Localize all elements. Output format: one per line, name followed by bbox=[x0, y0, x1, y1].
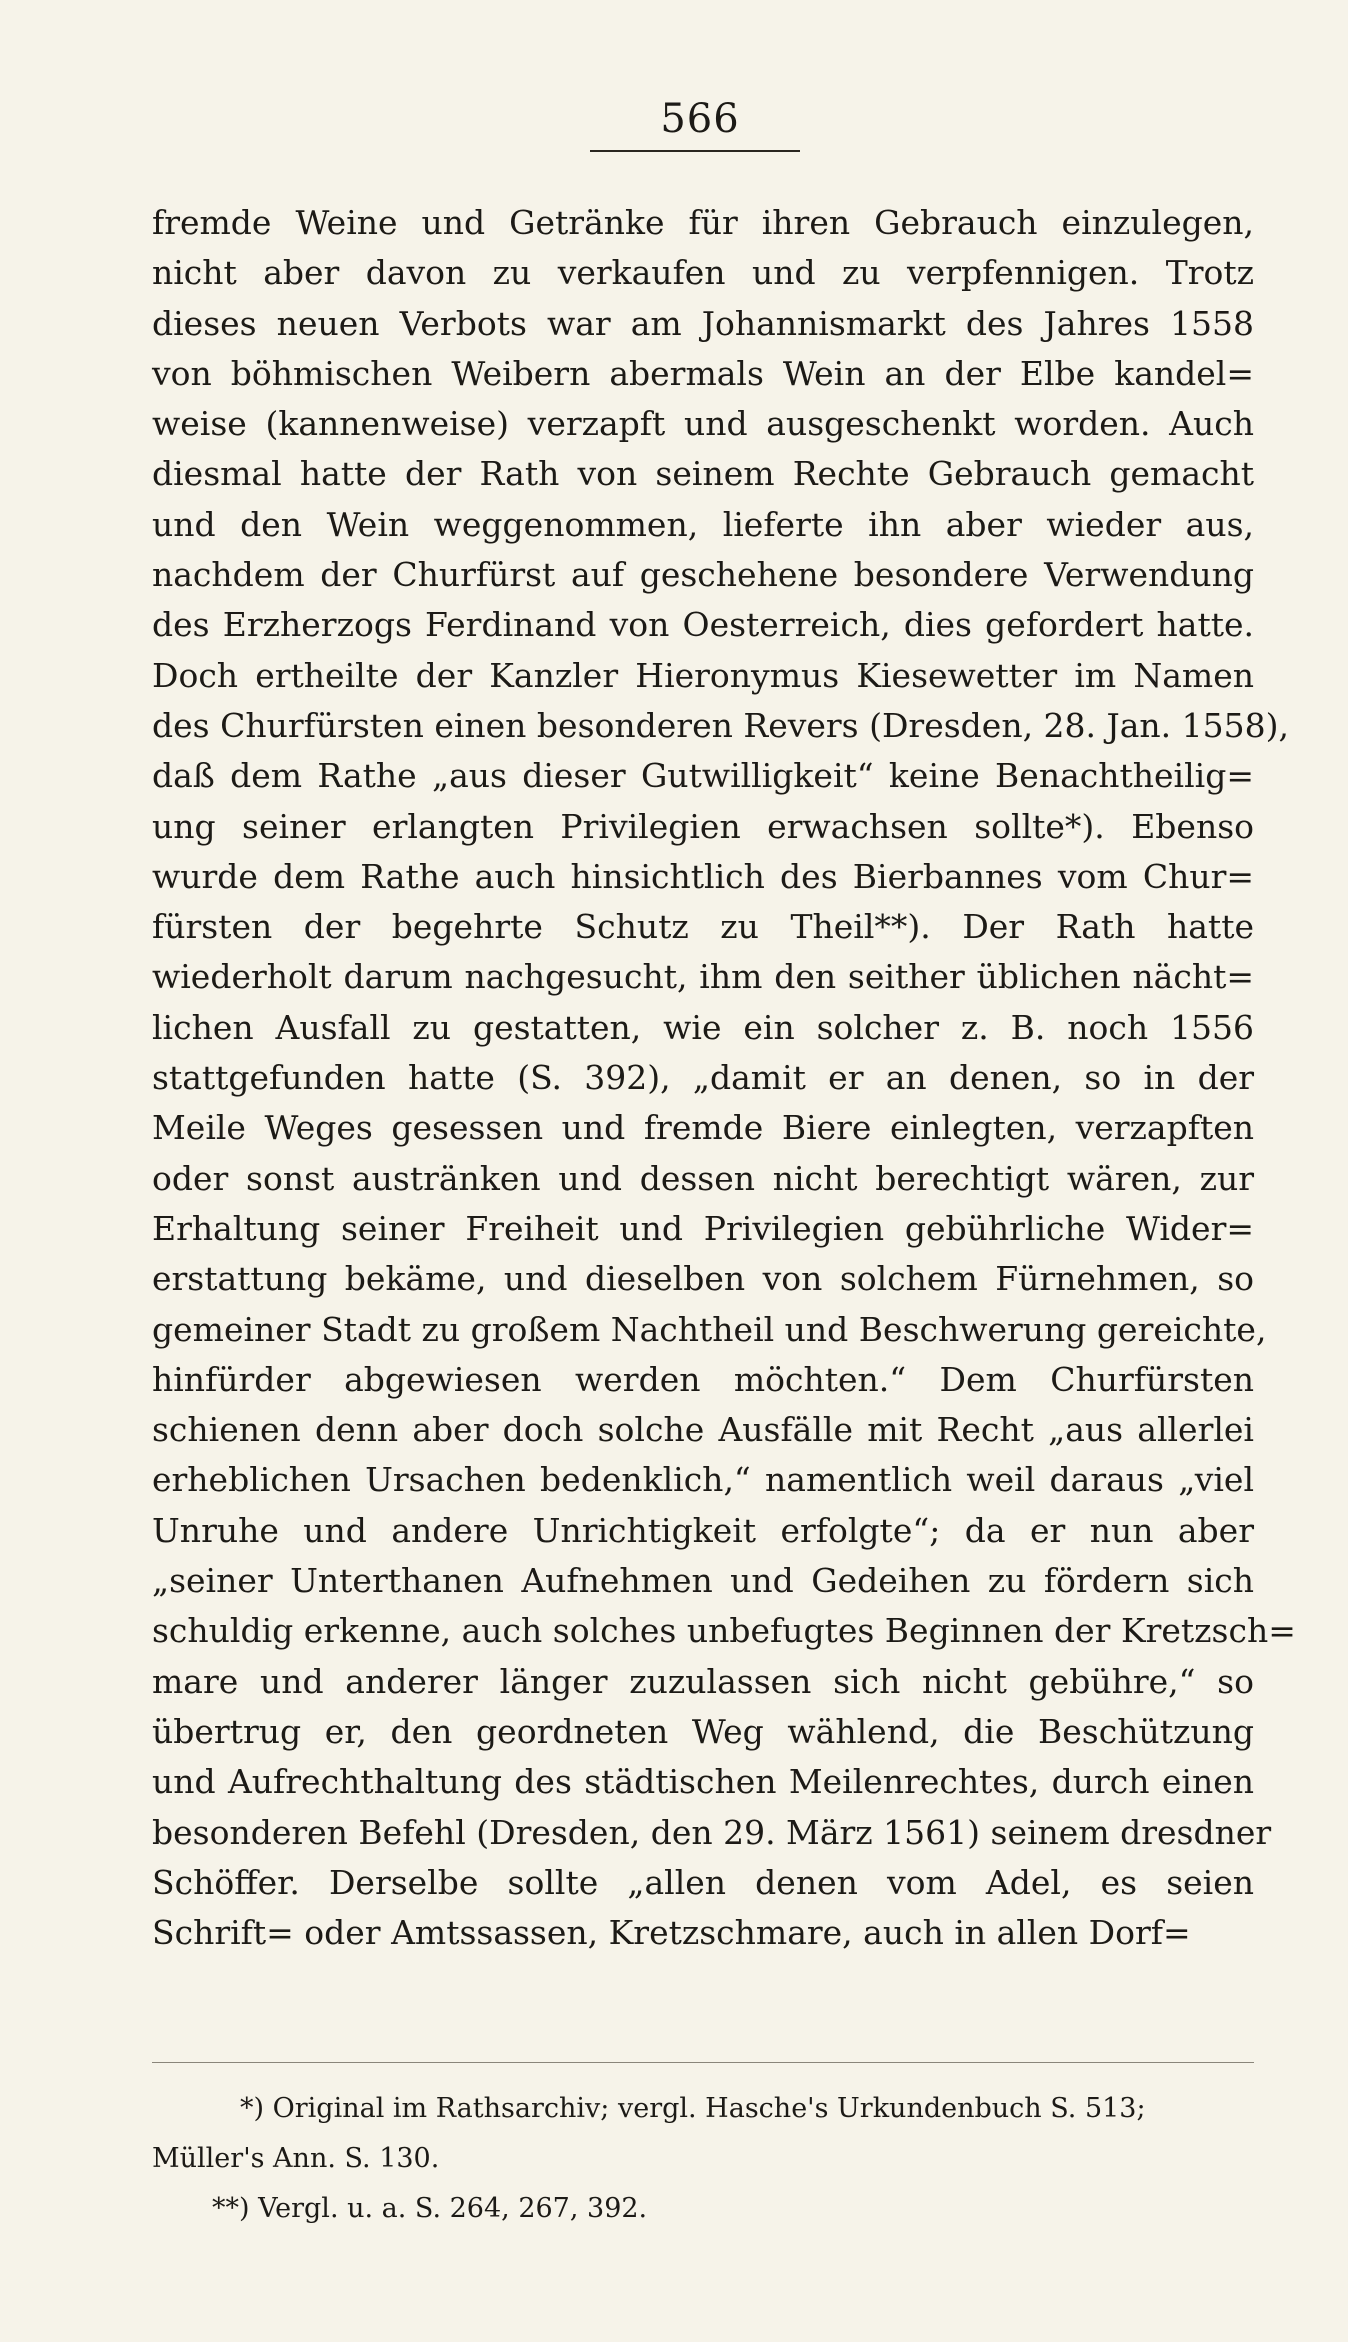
text-line: „seiner Unterthanen Aufnehmen und Gedeihen zu fördern sich bbox=[152, 1561, 1254, 1601]
footnote-1: *) Original im Rathsarchiv; vergl. Hasche's Urkundenbuch S. 513; bbox=[240, 2093, 1146, 2124]
header-rule bbox=[590, 150, 800, 152]
text-line: und Aufrechthaltung des städtischen Meilenrechtes, durch einen bbox=[152, 1762, 1254, 1802]
text-line: ung seiner erlangten Privilegien erwachsen sollte*). Ebenso bbox=[152, 806, 1254, 846]
footnote-1-continuation: Müller's Ann. S. 130. bbox=[152, 2143, 440, 2174]
text-line: des Erzherzogs Ferdinand von Oesterreich, dies gefordert hatte. bbox=[152, 605, 1254, 645]
text-line: Unruhe und andere Unrichtigkeit erfolgte“; da er nun aber bbox=[152, 1510, 1254, 1550]
text-line: fürsten der begehrte Schutz zu Theil**). Der Rath hatte bbox=[152, 907, 1254, 947]
text-line: nachdem der Churfürst auf geschehene besondere Verwendung bbox=[152, 555, 1254, 595]
text-line: stattgefunden hatte (S. 392), „damit er an denen, so in der bbox=[152, 1058, 1254, 1098]
body-text bbox=[152, 198, 1296, 1958]
text-line: nicht aber davon zu verkaufen und zu verpfennigen. Trotz bbox=[152, 253, 1254, 293]
text-line: wiederholt darum nachgesucht, ihm den seither üblichen nächt= bbox=[152, 957, 1254, 997]
text-line: mare und anderer länger zuzulassen sich nicht gebühre,“ so bbox=[152, 1661, 1254, 1701]
text-line: erstattung bekäme, und dieselben von solchem Fürnehmen, so bbox=[152, 1259, 1254, 1299]
footnotes bbox=[152, 2084, 1254, 2234]
text-line: Doch ertheilte der Kanzler Hieronymus Kiesewetter im Namen bbox=[152, 655, 1254, 695]
footnote-rule bbox=[152, 2062, 1254, 2063]
text-line: hinfürder abgewiesen werden möchten.“ Dem Churfürsten bbox=[152, 1359, 1254, 1399]
text-line: daß dem Rathe „aus dieser Gutwilligkeit“ keine Benachtheilig= bbox=[152, 756, 1254, 796]
text-line: besonderen Befehl (Dresden, den 29. März 1561) seinem dresdner bbox=[152, 1812, 1272, 1852]
page-number: 566 bbox=[660, 96, 740, 142]
text-line: und den Wein weggenommen, lieferte ihn aber wieder aus, bbox=[152, 504, 1254, 544]
text-line: von böhmischen Weibern abermals Wein an der Elbe kandel= bbox=[152, 353, 1254, 393]
text-line: oder sonst austränken und dessen nicht berechtigt wären, zur bbox=[152, 1158, 1254, 1198]
text-line: dieses neuen Verbots war am Johannismarkt des Jahres 1558 bbox=[152, 303, 1254, 343]
text-line: schuldig erkenne, auch solches unbefugtes Beginnen der Kretzsch= bbox=[152, 1611, 1296, 1651]
text-line: fremde Weine und Getränke für ihren Gebrauch einzulegen, bbox=[152, 203, 1254, 242]
text-line: wurde dem Rathe auch hinsichtlich des Bierbannes vom Chur= bbox=[152, 856, 1254, 896]
text-line: Schrift= oder Amtssassen, Kretzschmare, auch in allen Dorf= bbox=[152, 1913, 1191, 1953]
text-line: schienen denn aber doch solche Ausfälle mit Recht „aus allerlei bbox=[152, 1410, 1254, 1450]
text-line: Meile Weges gesessen und fremde Biere einlegten, verzapften bbox=[152, 1108, 1254, 1148]
text-line: weise (kannenweise) verzapft und ausgeschenkt worden. Auch bbox=[152, 404, 1254, 444]
text-line: übertrug er, den geordneten Weg wählend, die Beschützung bbox=[152, 1711, 1254, 1751]
text-line: Schöffer. Derselbe sollte „allen denen vom Adel, es seien bbox=[152, 1862, 1254, 1902]
text-line: lichen Ausfall zu gestatten, wie ein solcher z. B. noch 1556 bbox=[152, 1007, 1254, 1047]
text-line: gemeiner Stadt zu großem Nachtheil und Beschwerung gereichte, bbox=[152, 1309, 1267, 1349]
text-line: diesmal hatte der Rath von seinem Rechte Gebrauch gemacht bbox=[152, 454, 1254, 494]
footnote-2: **) Vergl. u. a. S. 264, 267, 392. bbox=[212, 2193, 648, 2224]
text-line: erheblichen Ursachen bedenklich,“ namentlich weil daraus „viel bbox=[152, 1460, 1254, 1500]
text-line: Erhaltung seiner Freiheit und Privilegien gebührliche Wider= bbox=[152, 1208, 1254, 1248]
text-line: des Churfürsten einen besonderen Revers (Dresden, 28. Jan. 1558), bbox=[152, 705, 1290, 745]
